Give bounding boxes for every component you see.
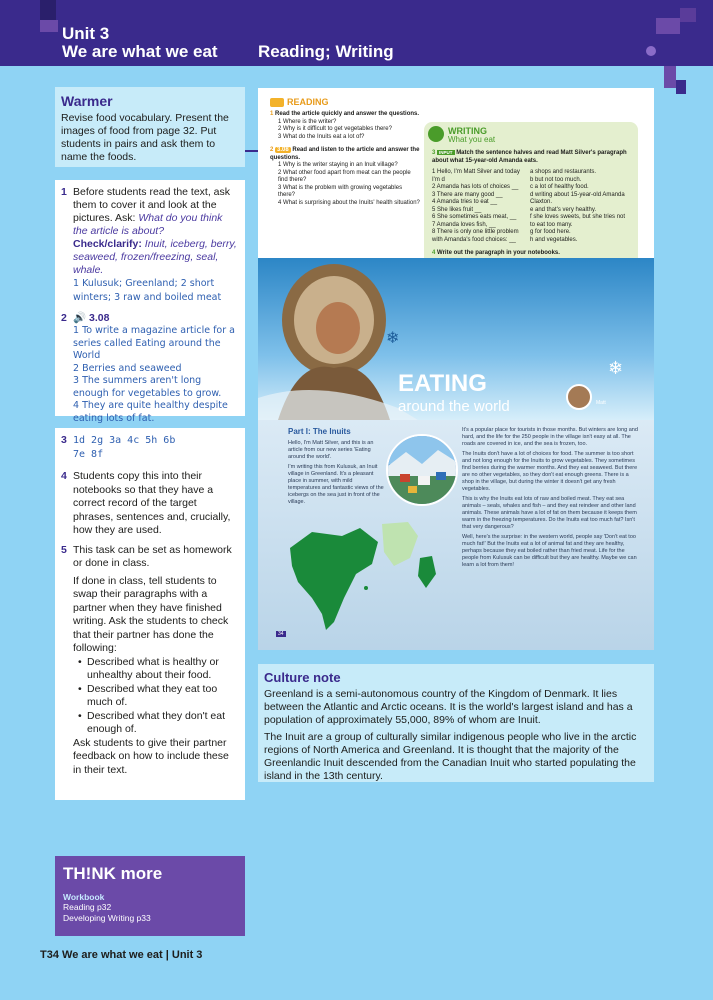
student-book-page [258,88,654,650]
page-footer: T34 We are what we eat | Unit 3 [40,949,203,961]
step4-text: Students copy this into their notebooks so that they have a correct record of the target phrases, sentences and, crucially, how they are used. [73,470,231,536]
article-title: Part I: The Inuits [288,427,351,436]
step1-question: What do you think the article is about? [73,212,223,237]
step5-text: If done in class, tell students to swap their paragraphs with a partner when they have finished writing. Ask the students to check that their partner has done the following: [73,574,229,654]
step-number: 1 [61,186,67,198]
writing-q3: Match the sentence halves and read Matt Silver's paragraph about what 15-year-old Amanda eats. [432,150,627,164]
decor-square [680,8,696,22]
article-paragraph: I'm writing this from Kulusuk, an Inuit village in Greenland. It's a pleasant place in summer, with mild temperatures and fantastic views of the icebergs on the sea just in front of the village. [288,464,384,505]
checklist-item: • Described what is healthy or unhealthy about their food. [61,656,239,683]
header-band [0,0,713,66]
workbook-ref: Reading p32 [63,902,112,912]
warmer-text: Revise food vocabulary. Present the images of food from page 32. Put students in pairs and ask them to name the foods. [61,112,229,163]
match-right: f she loves sweets, but she tries not to eat too many. [530,214,626,228]
unit-title: We are what we eat [62,42,218,61]
writing-q4: Write out the paragraph in your notebooks. [437,250,560,256]
match-left: 1 Hello, I'm Matt Silver and today I'm d [432,169,520,183]
match-right: b but not too much. [530,176,582,183]
check-words: Inuit, iceberg, berry, seaweed, frozen/freezing, seal, whale. [73,238,237,276]
question-number: 1 [270,111,274,117]
article-paragraph: The Inuits don't have a lot of choices for food. The summer is too short and not long enough for the Inuits to grow vegetables. They sometimes find berries during the warmer months. And they eat seaweed. But there are no other vegetables, so they don't eat enough greens. There is a shop in the village, but during the winter it doesn't get any fresh vegetables. [462,451,638,492]
reading-icon [270,98,284,107]
match-left: 7 Amanda loves fish, __ [432,221,496,228]
decor-square [40,0,56,20]
reading-tag: READING [287,96,329,107]
question-number: 3 [432,150,436,156]
decor-dot [646,46,656,56]
culture-note-box [258,664,654,782]
question-item: 2 Why is it difficult to get vegetables there? [278,126,392,132]
step-number: 3 [61,434,67,446]
step-number: 5 [61,543,67,556]
question-item: 3 What is the problem with growing vegetables there? [278,184,403,198]
village-photo [386,434,458,506]
step1-answers: 1 Kulusuk; Greenland; 2 short winters; 3 raw and boiled meat [73,278,222,303]
workbook-label: Workbook [63,892,105,902]
decor-square [656,18,680,34]
culture-paragraph: The Inuit are a group of culturally similar indigenous people who live in the arctic regions of North America and Greenland. It is thought that the majority of the Greenlandic Inuit descended from the Canadian Inuit who started populating the island in the 13th century. [264,731,637,782]
audio-track: 3.08 [89,312,110,324]
step2-answer: 1 To write a magazine article for a series called Eating around the World [73,325,235,361]
step2-answer: 4 They are quite healthy despite eating lots of fat. [73,400,228,424]
step2-answer: 3 The summers aren't long enough for vegetables to grow. [73,375,222,399]
match-left: 2 Amanda has lots of choices __ [432,184,519,190]
think-more-box [55,856,245,936]
article-paragraph: Hello, I'm Matt Silver, and this is an article from our new series 'Eating around the world'. [288,440,374,460]
answer-keys: 1d 2g 3a 4c 5h 6b [73,435,176,446]
warmer-box [55,87,245,167]
audio-badge[interactable]: 3.08 [277,147,289,153]
article-right-column [462,427,642,572]
match-right: e and that's very healthy. [530,206,597,213]
hero-subtitle: around the world [398,398,510,415]
step5-text: Ask students to give their partner feedback on how to include these in their text. [73,736,229,776]
question-item: 1 Why is the writer staying in an Inuit village? [278,162,398,168]
step-number: 4 [61,470,67,482]
input-badge: INPUT [439,150,453,155]
avatar [566,384,592,410]
match-right: d writing about 15-year-old Amanda Claxton. [530,191,625,205]
article-paragraph: This is why the Inuits eat lots of raw and boiled meat. They eat sea animals – seals, whales and fish – and they eat reindeer and other land animals. These animals have a lot of fat on them because it keeps them warm in the freezing temperatures. Do the Inuits eat too much fat? Isn't that very dangerous? [462,496,637,530]
match-left: 4 Amanda tries to eat __ [432,199,498,205]
avatar-label: Matt [596,400,606,406]
pencil-icon [428,126,444,142]
decor-square [40,20,58,32]
student-page-number: 34 [278,631,284,637]
check-label: Check/clarify: [73,238,142,250]
culture-paragraph: Greenland is a semi-autonomous country of the Kingdom of Denmark. It lies between the Atlantic and Arctic oceans. It is the world's largest island and has a population of approximately 55,000, 89% of whom are Inuit. [264,688,633,726]
question-number: 2 [270,147,274,153]
warmer-heading: Warmer [61,93,113,109]
reading-q1: Read the article quickly and answer the questions. [275,111,420,117]
step2-answer: 2 Berries and seaweed [73,362,182,374]
snowflake-icon: ❄ [608,358,624,378]
match-right: c a lot of healthy food. [530,184,589,190]
checklist-item: • Described what they don't eat enough of. [61,710,239,737]
match-left: 8 There is only one little problem with Amanda's food choices: __ [432,229,519,243]
unit-label: Unit 3 [62,24,110,43]
reading-q2: Read and listen to the article and answer the questions. [270,147,420,161]
article-paragraph: It's a popular place for tourists in those months. But winters are long and hard, and the life for the 250 people in the village isn't easy at all. The roads are covered in ice, and the sea is frozen, too. [462,427,638,447]
writing-tag: WRITING [448,126,487,136]
teacher-notes-3-5 [55,428,245,800]
teacher-notes-1-2 [55,180,245,424]
workbook-ref: Developing Writing p33 [63,913,151,923]
audio-icon[interactable]: 🔊 [73,312,87,324]
step1-text: Before students read the text, ask them to cover it and look at the pictures. Ask: [73,186,231,224]
map-north-america-greenland [282,518,440,636]
hero-title: EATING [398,370,487,397]
think-title: TH!NK more [63,864,163,883]
snowflake-icon: ❄ [386,330,400,347]
match-right: g for food here. [530,229,571,235]
reading-section [270,98,420,207]
step5-text: This task can be set as homework or done in class. [73,543,232,569]
match-right: a shops and restaurants. [530,169,597,175]
match-right: h and vegetables. [530,236,578,243]
writing-subtitle: What you eat [448,134,496,144]
decor-square [676,80,686,94]
match-left: 6 She sometimes eats meat, __ [432,214,517,220]
question-item: 4 What is surprising about the Inuits' health situation? [278,199,420,206]
checklist-item: • Described what they eat too much of. [61,683,239,710]
match-left: 3 There are many good __ [432,191,503,198]
culture-heading: Culture note [264,670,341,685]
article-paragraph: Well, here's the surprise: in the western world, people say 'Don't eat too much fat!' But the Inuits eat a lot of animal fat and they are healthy, perhaps because they eat boiled rather than fried meat. Life for the people from Kulusuk can be difficult but they are healthy. Maybe we can learn a lot from them! [462,534,637,568]
step-number: 2 [61,312,67,324]
question-number: 4 [432,250,436,256]
question-item: 1 Where is the writer? [278,118,337,125]
answer-keys: 7e 8f [73,449,104,460]
match-left: 5 She likes fruit __ [432,206,482,213]
section-title: Reading; Writing [258,42,394,61]
question-item: 2 What other food apart from meat can the people find there? [278,169,411,183]
decor-square [664,66,676,88]
article-left-column [288,440,386,506]
question-item: 3 What do the Inuits eat a lot of? [278,133,365,140]
